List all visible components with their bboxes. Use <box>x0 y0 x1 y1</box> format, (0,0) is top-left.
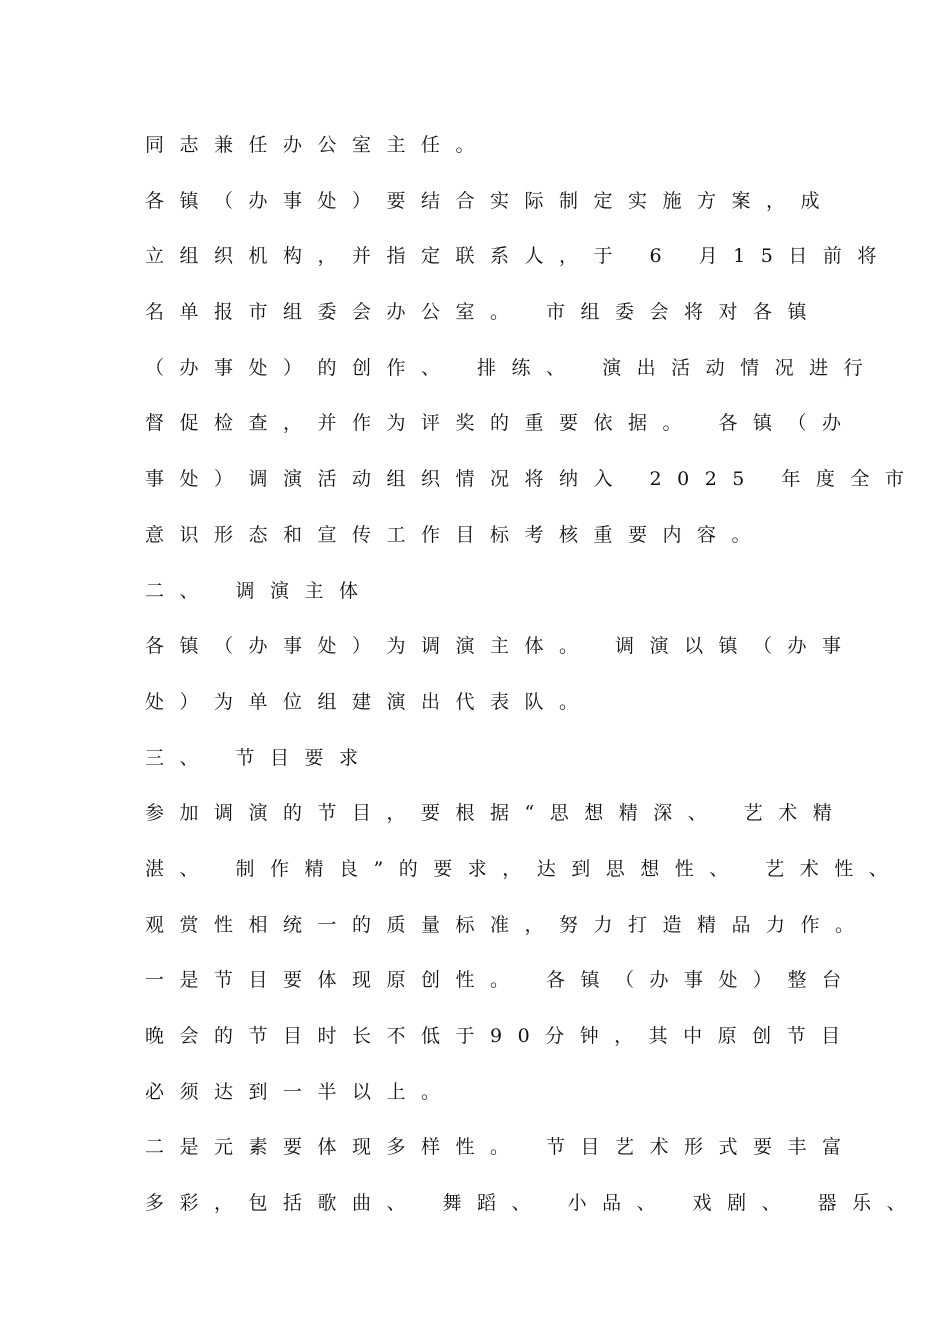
section-heading: 三、 节目要求 <box>145 746 374 769</box>
text-line: 意识形态和宣传工作目标考核重要内容。 <box>145 523 767 546</box>
text-line: 必须达到一半以上。 <box>145 1080 456 1103</box>
text-line: 观赏性相统一的质量标准，努力打造精品力作。 <box>145 913 870 936</box>
text-line: 晚会的节目时长不低于90分钟，其中原创节目 <box>145 1025 856 1047</box>
text-line: 立组织机构，并指定联系人，于 6 月15日前将 <box>145 245 892 268</box>
text-line: 各镇（办事处）为调演主体。 调演以镇（办事 <box>145 635 857 658</box>
text-line: 同志兼任办公室主任。 <box>145 134 491 156</box>
text-line: 处）为单位组建演出代表队。 <box>145 690 594 713</box>
text-line: 二是元素要体现多样性。 节目艺术形式要丰富 <box>145 1136 857 1159</box>
text-line: 参加调演的节目，要根据“思想精深、 艺术精 <box>145 802 848 825</box>
text-line: 事处）调演活动组织情况将纳入 2025 年度全市 <box>145 468 920 491</box>
text-line: 一是节目要体现原创性。 各镇（办事处）整台 <box>145 969 857 992</box>
text-line: 各镇（办事处）要结合实际制定实施方案，成 <box>145 189 836 212</box>
text-line: 多彩，包括歌曲、 舞蹈、 小品、 戏剧、 器乐、 <box>145 1192 922 1215</box>
text-line: 名单报市组委会办公室。 市组委会将对各镇 <box>145 301 823 324</box>
text-line: （办事处）的创作、 排练、 演出活动情况进行 <box>145 356 879 379</box>
text-line: 督促检查，并作为评奖的重要依据。 各镇（办 <box>145 412 857 435</box>
section-heading: 二、 调演主体 <box>145 579 374 602</box>
document-body <box>145 128 922 1242</box>
text-line: 湛、 制作精良”的要求，达到思想性、 艺术性、 <box>145 857 904 880</box>
